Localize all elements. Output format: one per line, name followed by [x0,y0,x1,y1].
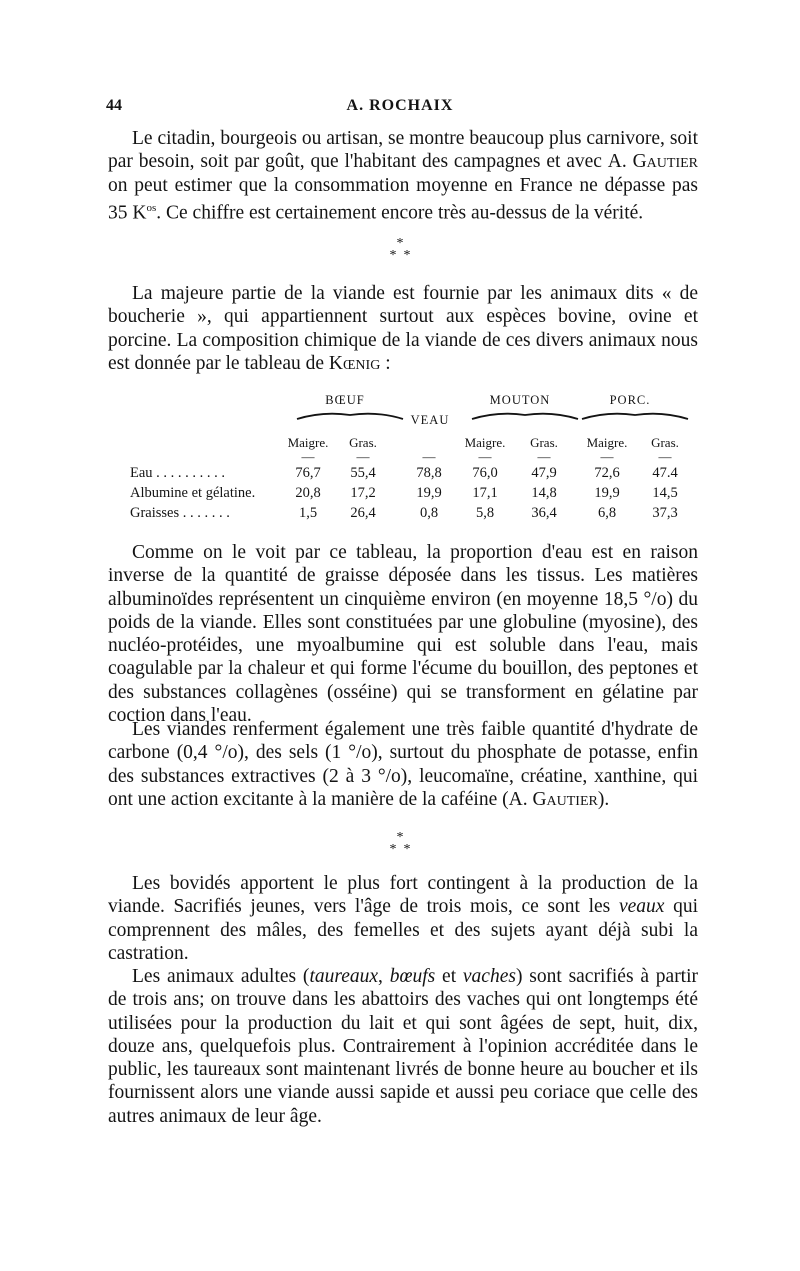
paragraph-3: Comme on le voit par ce tableau, la proportion d'eau est en raison inverse de la quantité de graisse déposée dans les tissus. Les matières albuminoïdes représentent un cinquième environ (en moyenne 18,5 °/o) du poids de la viande. Elles sont constituées par une globuline (myosine), des nucléo-protéides, une myoalbumine qui est soluble dans l'eau, mais coagulable par la chaleur et qui forme l'écume du bouillon, des peptones et des substances collagènes (osséine) qui se transforment en gélatine par coction dans l'eau. [108,542,698,727]
header-dash: — [356,449,370,464]
group-header-mouton: MOUTON [489,393,551,407]
table-cell: 0,8 [419,505,439,521]
header-dash: — [600,449,614,464]
header-dash: — [422,449,436,464]
table-cell: 47.4 [652,465,678,481]
asterism-star: * [396,830,404,845]
text-run: ) sont sacrifiés à partir de trois ans; on trouve dans les abattoirs des vaches qui ont longtemps été utilisées pour la production du lait et qui sont âgées de sept, huit, dix, douze ans, quelquefois plus. Contrairement à l'opinion accréditée dans le public, les taureaux sont maintenant livrés de bonne heure au boucher et ils fournissent alors une viande aussi sapide et aussi peu coriace que celle des autres animaux de leur âge. [108,966,699,1127]
table-cell: 72,6 [594,465,620,481]
table-cell: 36,4 [531,505,557,521]
asterism-star-pair [370,844,430,856]
text-run: Les viandes renferment également une très faible quantité d'hydrate de carbone (0,4 °/o), des sels (1 °/o), surtout du phosphate de potasse, enfin des substances extractives (2 à 3 °/o), leucomaïne, créatine, xanthine, qui ont une action excitante à la manière de la caféine ( [108,719,698,810]
brace-porc [580,409,690,421]
paragraph-5 [108,872,698,965]
subheader-mouton-maigre: Maigre. [464,435,506,450]
paragraph-4 [108,718,698,811]
text-run: et [435,966,463,987]
header-dash: — [301,449,315,464]
running-title: A. ROCHAIX [346,97,454,114]
group-header-boeuf: BŒUF [325,393,365,407]
brace-mouton [470,409,580,421]
row-label-eau: Eau . . . . . . . . . . [130,465,226,481]
header-dash: — [478,449,492,464]
table-cell: 5,8 [475,505,495,521]
emphasis: bœufs [389,966,436,987]
text-run: Les bovidés apportent le plus fort contingent à la production de la viande. Sacrifiés jeunes, vers l'âge de trois mois, ce sont les [108,873,698,918]
row-label-graisses: Graisses . . . . . . . [130,505,230,521]
text-run: ). [597,788,610,810]
emphasis: vaches [462,966,516,987]
asterism-star: * [396,236,404,251]
table-cell: 17,1 [472,485,498,501]
paragraph-6 [108,965,698,1128]
table-cell: 14,8 [531,485,557,501]
author-name: A. Gautier [607,151,698,173]
text-run: Les animaux adultes ( [132,966,310,987]
table-cell: 1,5 [298,505,318,521]
text-run: Le citadin, bourgeois ou artisan, se montre beaucoup plus carnivore, soit par besoin, soit par goût, que l'habitant des campagnes et avec [108,128,698,173]
row-label-albumine: Albumine et gélatine. [130,485,256,501]
asterism-star: * [389,842,397,857]
author-name: Kœnig [328,352,381,374]
text-run: . Ce chiffre est certainement encore très au-dessus de la vérité. [156,202,644,224]
table-cell: 20,8 [295,485,321,501]
text-run: , [378,966,390,987]
text-run: qui comprennent des mâles, des femelles et des sujets ayant déjà subi la castration. [108,896,699,964]
table-cell: 26,4 [350,505,376,521]
subheader-mouton-gras: Gras. [530,435,558,450]
emphasis: taureaux [309,966,379,987]
paragraph-2 [108,282,698,375]
asterism [370,832,430,856]
table-cell: 6,8 [597,505,617,521]
table-cell: 19,9 [594,485,620,501]
group-header-veau: VEAU [410,413,450,427]
emphasis: veaux [618,896,665,918]
asterism-star-pair [370,250,430,262]
table-cell: 17,2 [350,485,376,501]
asterism [370,238,430,262]
group-header-porc: PORC. [609,393,651,407]
text-run: La majeure partie de la viande est fournie par les animaux dits « de boucherie », qui appartiennent surtout aux espèces bovine, ovine et porcine. La composition chimique de la viande de ces divers animaux nous est donnée par le tableau de [108,283,698,374]
author-name: A. Gautier [508,788,598,810]
subheader-boeuf-gras: Gras. [349,435,377,450]
table-cell: 19,9 [416,485,442,501]
header-dash: — [537,449,551,464]
table-cell: 37,3 [652,505,678,521]
table-cell: 76,7 [295,465,321,481]
subheader-boeuf-maigre: Maigre. [287,435,329,450]
table-cell: 47,9 [531,465,557,481]
page-number: 44 [106,97,122,114]
subheader-porc-maigre: Maigre. [586,435,628,450]
text-run: on peut estimer que la consommation moyenne en France ne dépasse pas 35 K [108,174,698,224]
asterism-star: * [403,248,411,263]
table-cell: 14,5 [652,485,678,501]
table-cell: 78,8 [416,465,442,481]
composition-table [130,385,690,525]
asterism-star: * [389,248,397,263]
paragraph-1 [108,127,698,225]
superscript: os [146,201,157,214]
subheader-porc-gras: Gras. [651,435,679,450]
table-cell: 55,4 [350,465,376,481]
asterism-star: * [403,842,411,857]
text-run: : [380,352,391,374]
table-cell: 76,0 [472,465,498,481]
header-dash: — [658,449,672,464]
brace-boeuf [295,409,405,421]
